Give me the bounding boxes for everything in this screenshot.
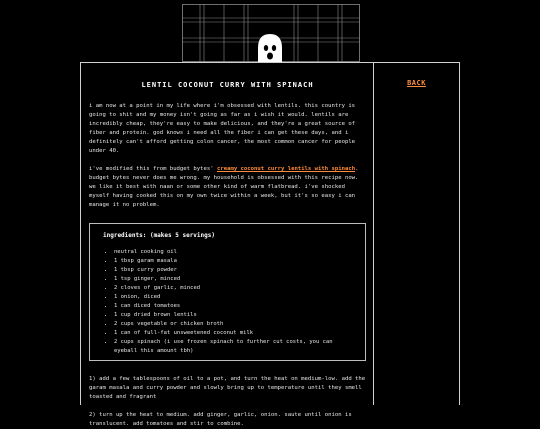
- recipe-panel: [80, 62, 374, 427]
- ingredient-item: • 2 cups spinach (i use frozen spinach to further cut costs, you can eyeball this amount tbh): [114, 338, 355, 356]
- back-link[interactable]: BACK: [407, 79, 426, 87]
- ingredient-item: • 1 can of full-fat unsweetened coconut milk: [114, 329, 355, 338]
- ingredient-item: • 1 onion, diced: [114, 293, 355, 302]
- source-text-after: . budget bytes never does me wrong. my household is obsessed with this recipe now. we like it best with naan or some other kind of warm flatbread. i've shocked myself having cooked this on my own twice within a week, but it's so easy i can manage it no problem.: [89, 166, 359, 208]
- page-title: LENTIL COCONUT CURRY WITH SPINACH: [141, 81, 314, 89]
- instruction-step: 2) turn up the heat to medium. add ginger, garlic, onion. saute until onion is translucent. add tomatoes and stir to combine.: [89, 412, 352, 427]
- ingredients-list: [103, 248, 355, 356]
- source-paragraph: [89, 165, 366, 210]
- ingredient-item: • 1 tbsp curry powder: [114, 266, 355, 275]
- header-grid-art: [182, 4, 360, 62]
- ingredient-item: • 2 cups vegetable or chicken broth: [114, 320, 355, 329]
- source-recipe-link[interactable]: creamy coconut curry lentils with spinach: [216, 166, 356, 172]
- ingredient-item: • 2 cloves of garlic, minced: [114, 284, 355, 293]
- ingredient-item: • 1 tbsp garam masala: [114, 257, 355, 266]
- intro-paragraph: i am now at a point in my life where i'm obsessed with lentils. this country is going to shit and my money isn't going as far as i wish it would. lentils are incredibly cheap, they're easy to make delicious, and they're a great source of fiber and protein. god knows i need all the fiber i can get these days, and i definitely can't afford getting colon cancer, the most common cancer for people under 40.: [89, 103, 356, 154]
- ingredient-item: • 1 can diced tomatoes: [114, 302, 355, 311]
- ghost-icon: [258, 34, 282, 62]
- ingredients-box: [89, 223, 366, 361]
- ingredients-title: ingredients: (makes 5 servings): [103, 232, 215, 239]
- instruction-step: 1) add a few tablespoons of oil to a pot, and turn the heat on medium-low. add the garam masala and curry powder and slowly bring up to temperature until they smell toasted and fragrant: [89, 376, 366, 400]
- ingredient-item: • neutral cooking oil: [114, 248, 355, 257]
- source-text-before: i've modified this from budget bytes': [89, 166, 217, 172]
- ingredient-item: • 1 tsp ginger, minced: [114, 275, 355, 284]
- side-panel: [374, 62, 460, 405]
- ingredient-item: • 1 cup dried brown lentils: [114, 311, 355, 320]
